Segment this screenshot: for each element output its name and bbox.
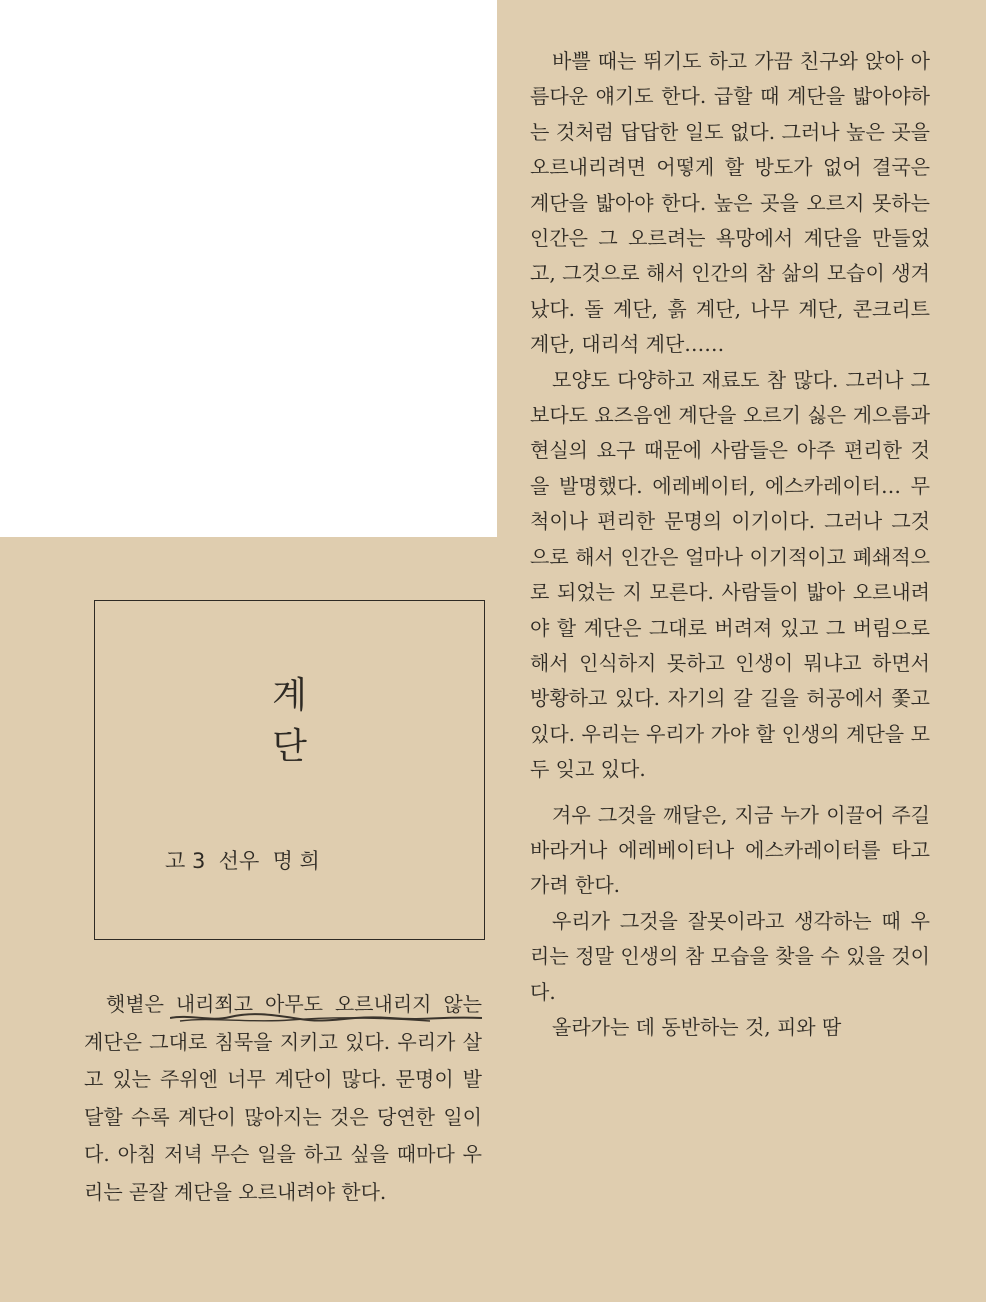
paragraph: 우리가 그것을 잘못이라고 생각하는 때 우리는 정말 인생의 참 모습을 찾을 수 있을 것이다. xyxy=(530,908,930,1004)
article-title: 계 단 xyxy=(272,675,397,767)
paragraph: 바쁠 때는 뛰기도 하고 가끔 친구와 앉아 아름다운 얘기도 한다. 급할 때 계단을 밟아야하는 것처럼 답답한 일도 없다. 그러나 높은 곳을 오르내리려면 어떻게 할 방도가 없어 결국은 계단을 밟아야 한다. 높은 곳을 오르지 못하는 인간은 그 오르려는 욕망에서 계단을 만들었고, 그것으로 해서 인간의 참 삶의 모습이 생겨났다. 돌 계단, 흙 계단, 나무 계단, 콘크리트 계단, 대리석 계단…… xyxy=(530,49,930,357)
paragraph: 모양도 다양하고 재료도 참 많다. 그러나 그 보다도 요즈음엔 계단을 오르기 싫은 게으름과 현실의 요구 때문에 사람들은 아주 편리한 것을 발명했다. 에레베이터, 에스카레이터… 무척이나 편리한 문명의 이기이다. 그러나 그것으로 해서 인간은 얼마나 이기적이고 폐쇄적으로 되었는 지 모른다. 사람들이 밟아 오르내려야 할 계단은 그대로 버려져 있고 그 버림으로 해서 인식하지 못하고 인생이 뭐냐고 하면서 방황하고 있다. 자기의 갈 길을 허공에서 쫓고 있다. 우리는 우리가 가야 할 인생의 계단을 모두 잊고 있다. xyxy=(530,367,930,782)
blank-area xyxy=(0,0,497,537)
left-column xyxy=(84,986,482,1211)
right-column xyxy=(530,44,930,1045)
paragraph: 햇볕은 내리쬐고 아무도 오르내리지 않는 계단은 그대로 침묵을 지키고 있다. 우리가 살고 있는 주위엔 너무 계단이 많다. 문명이 발달할 수록 계단이 많아지는 것은 당연한 일이다. 아침 저녁 무슨 일을 하고 싶을 때마다 우리는 곧잘 계단을 오르내려야 한다. xyxy=(84,992,482,1204)
author-line: 고 3 선우 명 희 xyxy=(165,849,320,873)
title-box xyxy=(94,600,485,940)
paragraph: 올라가는 데 동반하는 것, 피와 땀 xyxy=(552,1014,842,1039)
paragraph: 겨우 그것을 깨달은, 지금 누가 이끌어 주길 바라거나 에레베이터나 에스카레이터를 타고 가려 한다. xyxy=(530,802,930,898)
